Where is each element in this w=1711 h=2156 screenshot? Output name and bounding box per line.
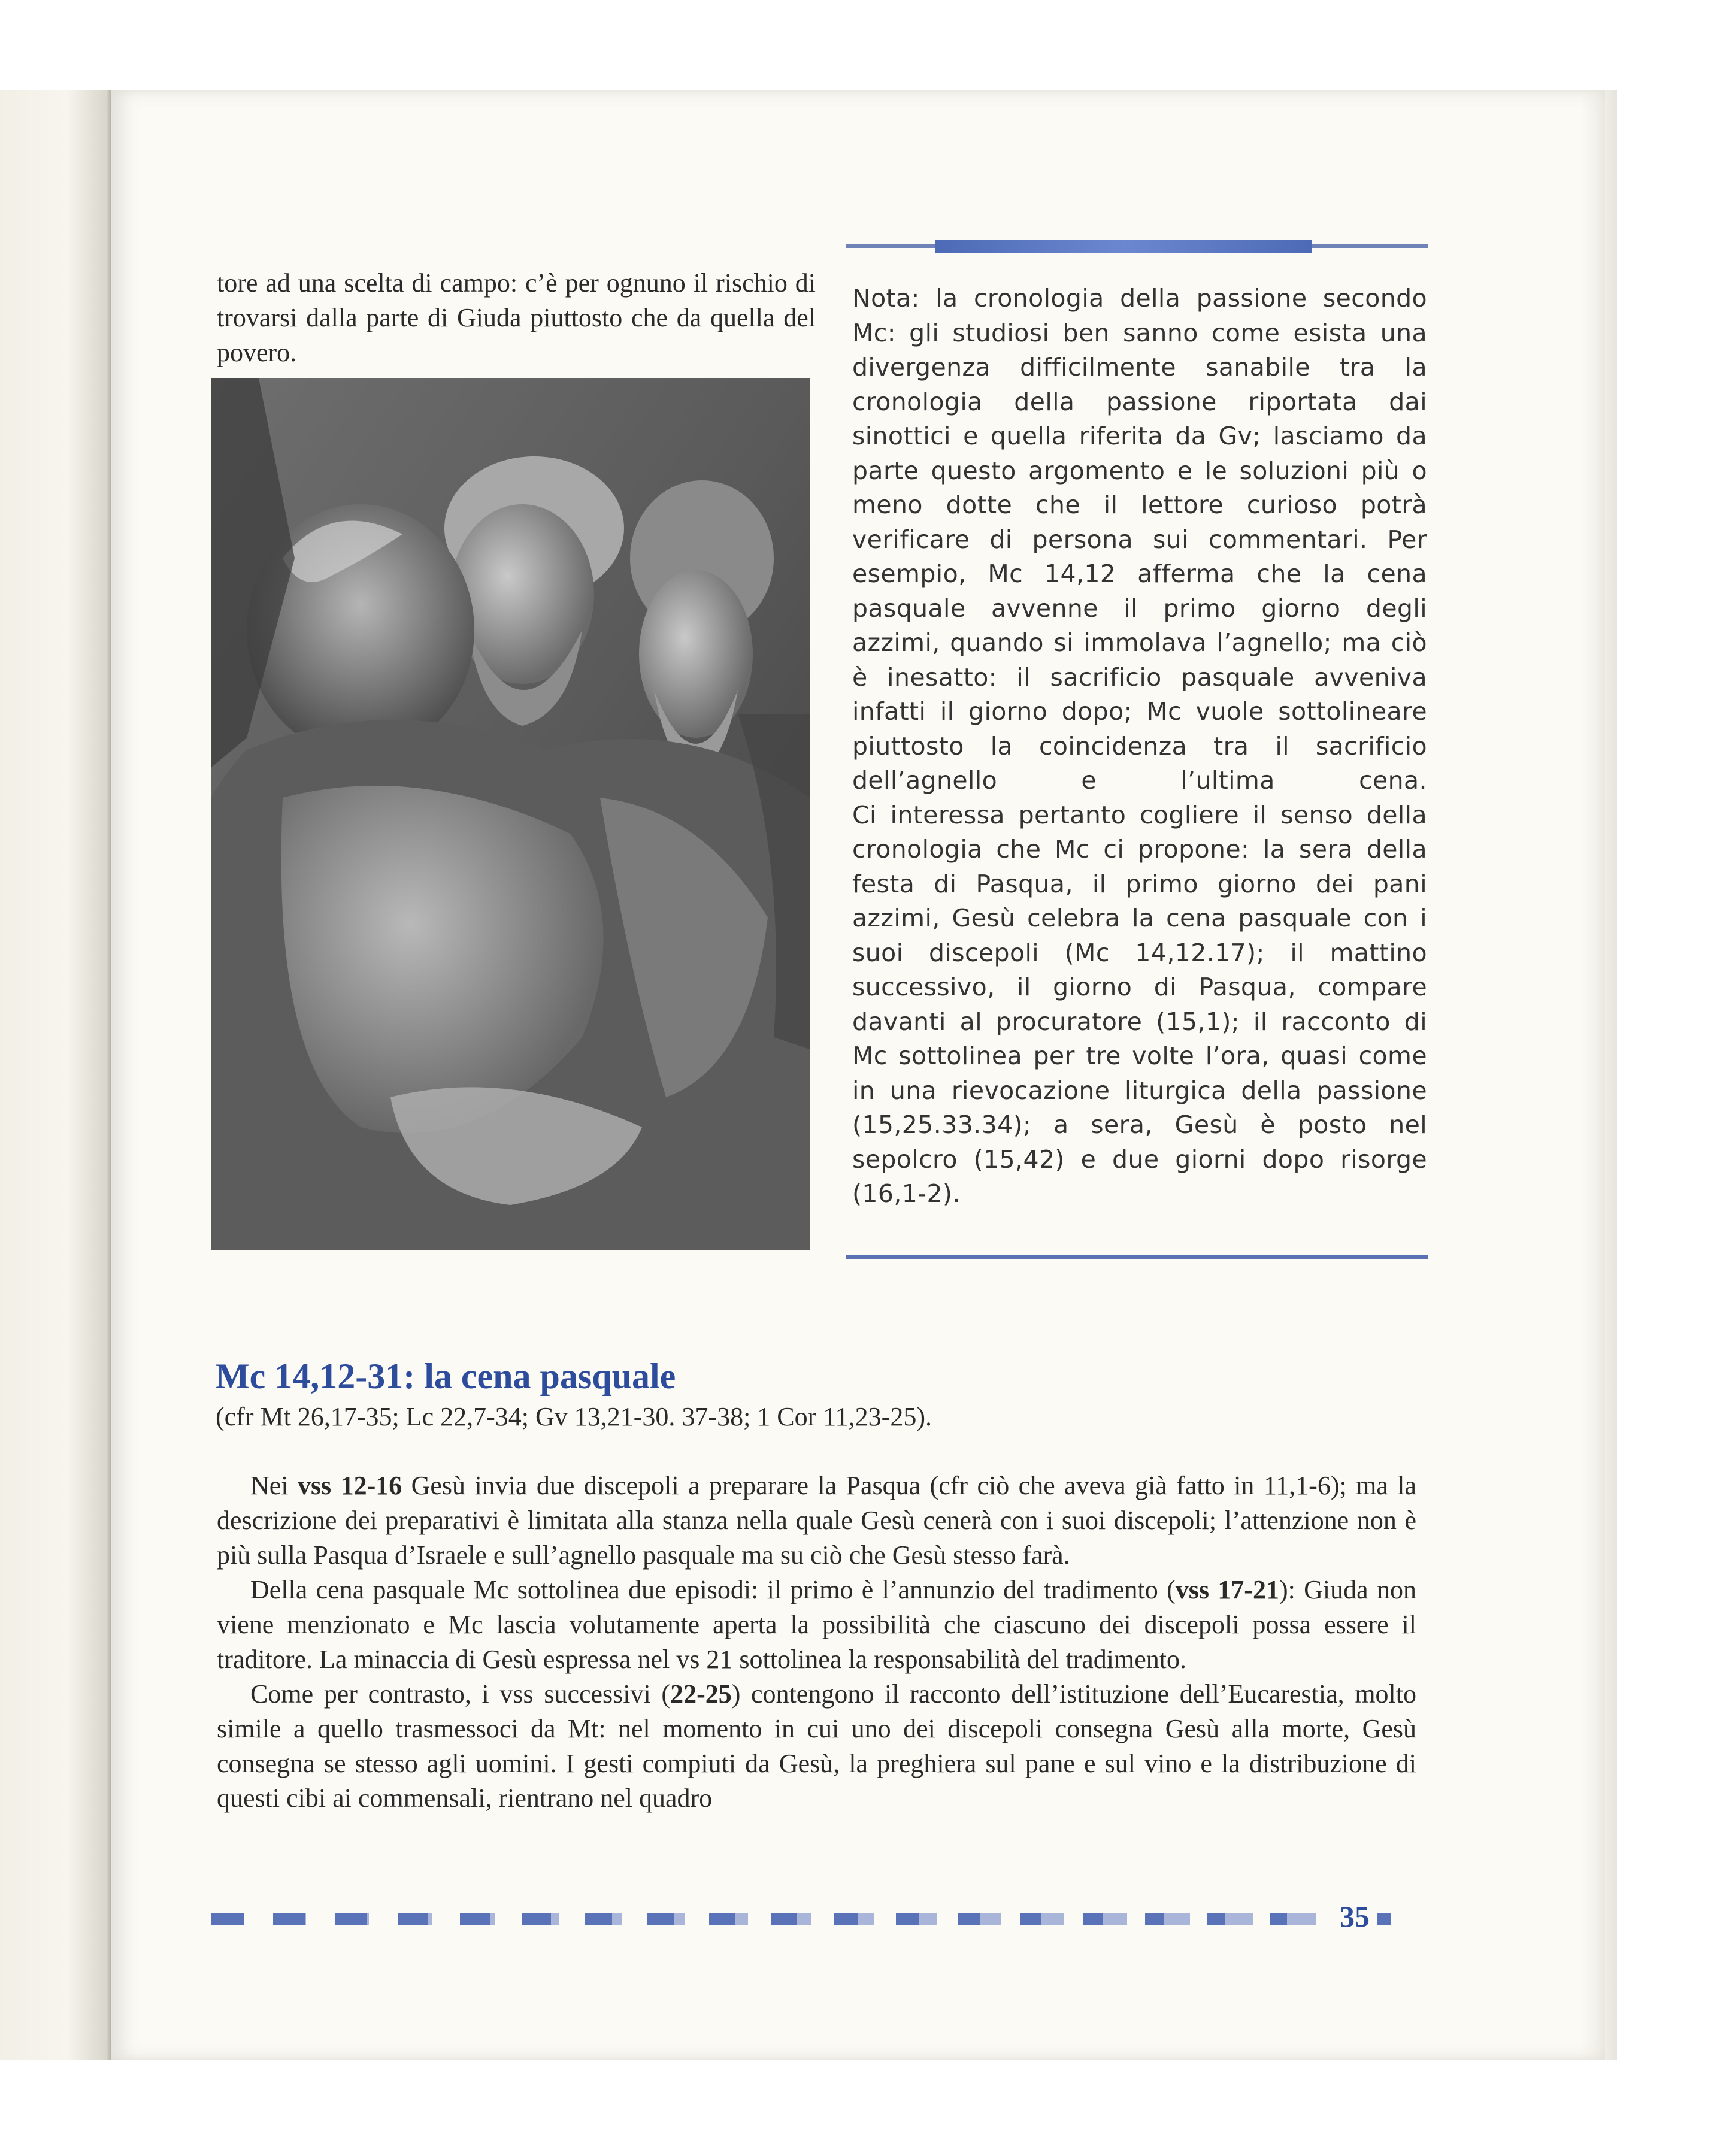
- footer-dash-segment: [585, 1913, 612, 1925]
- footer-dash-segment: [834, 1913, 858, 1925]
- body-p3-text-a: Come per contrasto, i vss successivi (: [250, 1679, 671, 1709]
- body-paragraph-3: [217, 1677, 1416, 1816]
- body-p1-text-c: Gesù invia due discepoli a preparare la Pasqua (cfr ciò che aveva già fatto in 11,1-6); ma la descrizione dei preparativi è limitata alla stanza nella quale Gesù cenerà con i suoi discepoli; l’attenzione non è più sulla Pasqua d’Israele e sull’agnello pasquale ma su ciò che Gesù stesso farà.: [217, 1471, 1417, 1570]
- footer-dash-segment: [958, 1913, 980, 1925]
- body-paragraph-2: [217, 1573, 1416, 1677]
- footer-dash-bar: [211, 1913, 1331, 1925]
- left-page-edge: [0, 90, 111, 2060]
- footer-end-mark: [1377, 1913, 1391, 1925]
- body-paragraph-1: [217, 1468, 1416, 1573]
- intro-text: tore ad una scelta di campo: c’è per ognuno il rischio di trovarsi dalla parte di Giuda piuttosto che da quella del povero.: [217, 268, 816, 367]
- note-paragraph-1: Nota: la cronologia della passione secondo Mc: gli studiosi ben sanno come esista una divergenza difficilmente sanabile tra la cronologia della passione riportata dai sinottici e quella riferita da Gv; lasciamo da parte questo argomento e le soluzioni più o meno dotte che il lettore curioso potrà verificare di persona sui commentari. Per esempio, Mc 14,12 afferma che la cena pasquale avvenne il primo giorno degli azzimi, quando si immolava l’agnello; ma ciò è inesatto: il sacrificio pasquale avveniva infatti il giorno dopo; Mc vuole sottolineare piuttosto la coincidenza tra il sacrificio dell’agnello e l’ultima cena.: [852, 284, 1427, 795]
- footer-dash-segment: [771, 1913, 797, 1925]
- page-right-shade: [1581, 90, 1617, 2060]
- footer-dash-segment: [335, 1913, 367, 1925]
- note-paragraph-2: Ci interessa pertanto cogliere il senso della cronologia che Mc ci propone: la sera della festa di Pasqua, il primo giorno dei pani azzimi, Gesù celebra la cena pasquale con i suoi discepoli (Mc 14,12.17); il mattino successivo, il giorno di Pasqua, compare davanti al procuratore (15,1); il racconto di Mc sottolinea per tre volte l’ora, quasi come in una rievocazione liturgica della passione (15,25.33.34); a sera, Gesù è posto nel sepolcro (15,42) e due giorni dopo risorge (16,1-2).: [852, 800, 1427, 1208]
- footer-dash-segment: [1020, 1913, 1041, 1925]
- footer-dash-segment: [647, 1913, 674, 1925]
- footer-dash-segment: [211, 1913, 244, 1925]
- footer-dash-segment: [522, 1913, 551, 1925]
- note-text: [852, 281, 1427, 1212]
- body-p1-text-a: Nei: [250, 1471, 298, 1500]
- body-text: [217, 1468, 1416, 1816]
- footer-dash-segment: [1270, 1913, 1287, 1925]
- footer-dash-segment: [460, 1913, 490, 1925]
- footer-dash-segment: [1083, 1913, 1103, 1925]
- footer-dash-segment: [273, 1913, 305, 1925]
- body-p3-bold: 22-25: [670, 1679, 732, 1709]
- note-box: [846, 244, 1428, 1259]
- footer-dash-segment: [398, 1913, 428, 1925]
- body-p1-bold: vss 12-16: [297, 1471, 402, 1500]
- footer-dash-segment: [1145, 1913, 1164, 1925]
- note-bottom-rule: [846, 1255, 1428, 1259]
- sculpture-photo: [211, 378, 810, 1250]
- body-p3-text-c: ) contengono il racconto dell’istituzione dell’Eucarestia, molto simile a quello trasmessoci da Mt: nel momento in cui uno dei discepoli consegna Gesù alla morte, Gesù consegna se stesso agli uomini. I gesti compiuti da Gesù, la preghiera sul pane e sul vino e la distribuzione di questi cibi ai commensali, rientrano nel quadro: [217, 1679, 1416, 1813]
- footer-dash-segment: [896, 1913, 919, 1925]
- intro-paragraph: [217, 240, 816, 396]
- body-p2-text-c: ): Giuda non viene menzionato e Mc lascia volutamente aperta la possibilità che ciascuno dei discepoli possa essere il traditore. La minaccia di Gesù espressa nel vs 21 sottolinea la responsabilità del tradimento.: [217, 1575, 1417, 1674]
- footer-dash-segment: [1207, 1913, 1225, 1925]
- section-title: Mc 14,12-31: la cena pasquale: [216, 1356, 676, 1396]
- footer-dash-segment: [709, 1913, 735, 1925]
- sculpture-illustration: [211, 378, 810, 1250]
- section-references: (cfr Mt 26,17-35; Lc 22,7-34; Gv 13,21-30. 37-38; 1 Cor 11,23-25).: [216, 1402, 932, 1431]
- body-p2-text-a: Della cena pasquale Mc sottolinea due episodi: il primo è l’annunzio del tradimento (: [250, 1575, 1176, 1604]
- page-number: 35: [1340, 1900, 1370, 1933]
- body-p2-bold: vss 17-21: [1175, 1575, 1279, 1604]
- note-top-accent-bar: [935, 240, 1312, 253]
